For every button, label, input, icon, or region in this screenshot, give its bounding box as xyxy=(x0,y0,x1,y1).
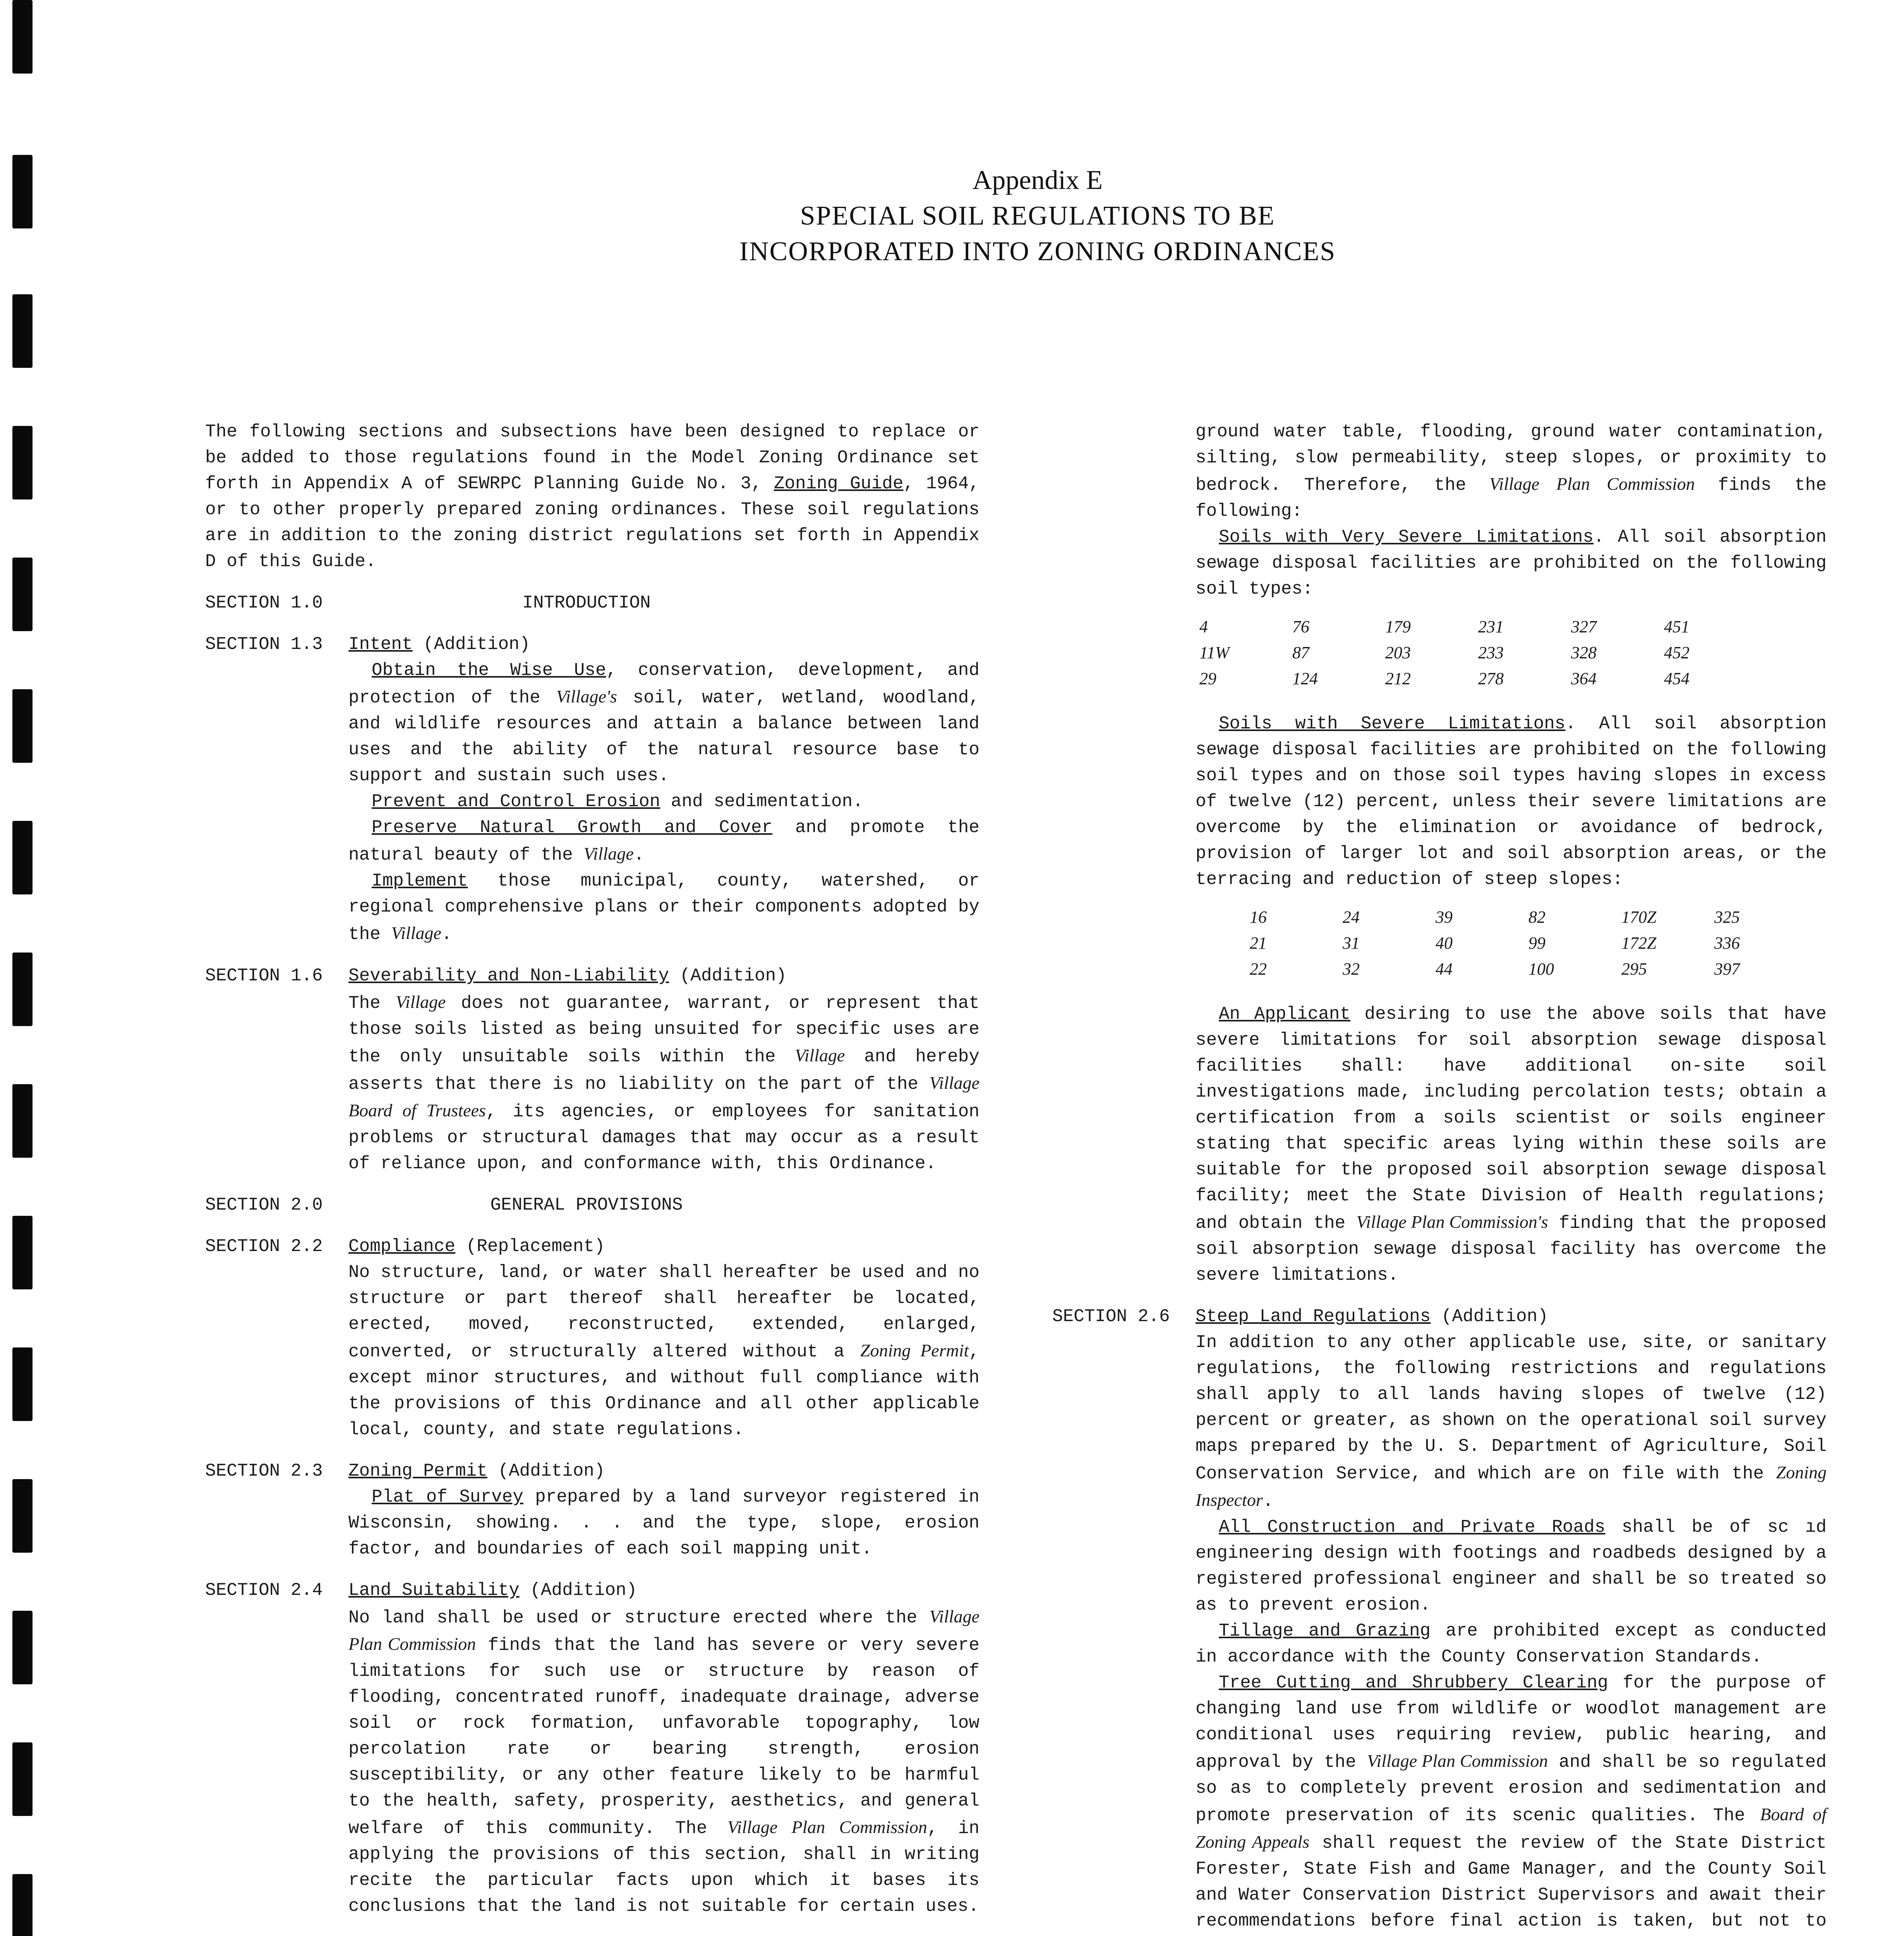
binding-mark xyxy=(12,294,33,368)
section-heading: Land Suitability xyxy=(348,1580,520,1600)
underlined-term: Soils with Severe Limitations xyxy=(1219,714,1566,734)
binding-mark xyxy=(12,1216,33,1289)
text: shall be of sc ıd engineering design with footings and roadbeds designed by a registered professional engineer and shall be so treated so as to prevent erosion. xyxy=(1196,1517,1827,1615)
table-cell: 278 xyxy=(1478,669,1504,688)
section-label: SECTION 2.0 xyxy=(205,1195,323,1215)
section-text xyxy=(348,1603,979,1919)
table-row xyxy=(1250,930,1807,956)
text: The xyxy=(348,993,396,1013)
table-cell: 325 xyxy=(1714,908,1740,927)
text: and sedimentation. xyxy=(660,791,863,812)
text: . xyxy=(633,845,645,865)
text: and promote the natural beauty of the xyxy=(348,817,980,865)
binding-mark xyxy=(12,1347,33,1421)
text: and shall be so regulated so as to completely prevent erosion and sedimentation and promote preservation of its scenic qualities. The xyxy=(1196,1752,1827,1826)
table-cell: 170Z xyxy=(1621,908,1657,927)
section-suffix: (Replacement) xyxy=(455,1236,605,1256)
italic-term: Village Plan Commission xyxy=(1489,474,1695,494)
underlined-term: An Applicant xyxy=(1219,1004,1351,1024)
section-title: INTRODUCTION xyxy=(522,593,651,613)
section-suffix: (Addition) xyxy=(669,966,787,986)
section-label: SECTION 1.6 xyxy=(205,966,323,986)
section-text xyxy=(348,1484,979,1562)
table-cell: 179 xyxy=(1385,617,1411,636)
italic-term: Village's xyxy=(556,687,617,706)
table-cell: 31 xyxy=(1343,934,1360,953)
table-cell: 172Z xyxy=(1621,934,1657,953)
binding-mark xyxy=(12,558,33,631)
section-body xyxy=(1196,1304,1827,1936)
table-cell: 29 xyxy=(1199,669,1216,688)
intent-paragraph xyxy=(348,868,979,947)
table-cell: 76 xyxy=(1292,617,1309,636)
binding-margin-marks xyxy=(12,0,36,1936)
italic-term: Village Plan Commission xyxy=(727,1817,927,1837)
italic-term: Village Plan Commission's xyxy=(1356,1212,1548,1232)
intro-text-end: , 1964, or to other properly prepared zoning ordinances. These soil regulations are in addition to the zoning district regulations set forth in Appendix D of this Guide. xyxy=(205,474,979,572)
section-suffix: (Addition) xyxy=(519,1580,637,1600)
section-label: SECTION 1.3 xyxy=(205,634,323,654)
table-cell: 124 xyxy=(1292,669,1318,688)
title-line-2: INCORPORATED INTO ZONING ORDINANCES xyxy=(739,237,1336,266)
underlined-term: Implement xyxy=(372,871,468,891)
underlined-term: Tree Cutting and Shrubbery Clearing xyxy=(1219,1673,1608,1693)
section-label: SECTION 2.3 xyxy=(205,1461,323,1481)
section-1-6 xyxy=(205,963,979,1177)
title-line-1: SPECIAL SOIL REGULATIONS TO BE xyxy=(800,201,1275,231)
italic-term: Village Plan Commission xyxy=(1367,1751,1548,1771)
italic-term: Village Plan Commission xyxy=(348,1606,979,1654)
text: are prohibited except as conducted in accordance with the County Conservation Standards. xyxy=(1196,1621,1827,1667)
section-2-2 xyxy=(205,1234,979,1443)
zoning-guide-title: Zoning Guide xyxy=(774,474,904,494)
section-suffix: (Addition) xyxy=(412,634,530,654)
section-body xyxy=(348,1577,979,1919)
table-cell: 16 xyxy=(1250,908,1267,927)
text: . All soil absorption sewage disposal facilities are prohibited on the following soil types and on those soil types having slopes in excess of twelve (12) percent, unless their severe limitations are overcome by the elimination or avoidance of bedrock, provision of larger lot and soil absorption areas, or the terracing and reduction of steep slopes: xyxy=(1196,714,1827,889)
italic-term: Village xyxy=(396,992,446,1012)
section-heading: Intent xyxy=(348,634,413,654)
severe-paragraph xyxy=(1196,711,1827,892)
table-cell: 364 xyxy=(1571,669,1597,688)
text: prepared by a land surveyor registered in Wisconsin, showing. . . and the type, slope, erosion factor, and boundaries of each soil mapping unit. xyxy=(348,1487,979,1559)
section-text xyxy=(348,989,979,1177)
table-row xyxy=(1250,956,1807,982)
underlined-term: Preserve Natural Growth and Cover xyxy=(372,817,773,838)
intent-paragraph xyxy=(348,789,979,815)
table-cell: 231 xyxy=(1478,617,1504,636)
text: and hereby asserts that there is no liability on the part of the xyxy=(348,1047,979,1094)
right-column xyxy=(1052,419,1827,1936)
severe-soils-table xyxy=(1250,904,1807,982)
intent-paragraph xyxy=(348,815,979,868)
text: , its agencies, or employees for sanitation problems or structural damages that may occur as a result of reliance upon, and conformance with, this Ordinance. xyxy=(348,1102,979,1174)
table-row xyxy=(1199,614,1757,640)
binding-mark xyxy=(12,1742,33,1816)
underlined-term: Plat of Survey xyxy=(372,1487,523,1507)
table-cell: 39 xyxy=(1436,908,1453,927)
text: soil, water, wetland, woodland, and wildlife resources and attain a balance between land uses and the ability of the natural resource base to support and sustain such uses. xyxy=(348,688,979,786)
table-cell: 44 xyxy=(1436,959,1453,978)
section-label: SECTION 1.0 xyxy=(205,593,323,613)
table-cell: 454 xyxy=(1664,669,1690,688)
section-1-3 xyxy=(205,632,979,947)
table-cell: 87 xyxy=(1292,643,1309,662)
text: No structure, land, or water shall hereafter be used and no structure or part thereof shall hereafter be located, erected, moved, reconstructed, extended, enlarged, converted, or structurally altered without a xyxy=(348,1262,979,1362)
section-1-0 xyxy=(205,590,979,616)
section-suffix: (Addition) xyxy=(1431,1306,1548,1327)
section-text xyxy=(348,1260,979,1443)
binding-mark xyxy=(12,953,33,1026)
table-cell: 336 xyxy=(1714,934,1740,953)
binding-mark xyxy=(12,1084,33,1158)
binding-mark xyxy=(12,1479,33,1553)
table-cell: 22 xyxy=(1250,959,1267,978)
table-cell: 32 xyxy=(1343,959,1360,978)
section-label: SECTION 2.2 xyxy=(205,1236,323,1256)
underlined-term: Soils with Very Severe Limitations xyxy=(1219,527,1594,547)
table-cell: 451 xyxy=(1664,617,1690,636)
table-cell: 24 xyxy=(1343,908,1360,927)
text: In addition to any other applicable use, site, or sanitary regulations, the following restrictions and regulations shall apply to all lands having slopes of twelve (12) percent or greater, as shown on the operational soil survey maps prepared by the U. S. Department of Agriculture, Soil Conservation Service, and which are on file with the xyxy=(1196,1332,1827,1484)
text: finds the following: xyxy=(1196,475,1827,521)
text: , except minor structures, and without full compliance with the provisions of this Ordinance and all other applicable local, county, and state regulations. xyxy=(348,1342,980,1440)
table-cell: 328 xyxy=(1571,643,1597,662)
continuation-text xyxy=(1196,419,1827,524)
italic-term: Village xyxy=(795,1045,845,1065)
table-cell: 452 xyxy=(1664,643,1690,662)
table-row xyxy=(1199,640,1757,666)
text: does not guarantee, warrant, or represent that those soils listed as being unsuited for specific uses are the only unsuitable soils within the xyxy=(348,993,979,1067)
table-cell: 100 xyxy=(1528,959,1554,978)
section-label: SECTION 2.4 xyxy=(205,1580,323,1600)
text: for the purpose of changing land use from wildlife or woodlot management are conditional uses requiring review, public hearing, and approval by the xyxy=(1196,1673,1827,1772)
section-title: GENERAL PROVISIONS xyxy=(490,1195,683,1215)
table-row xyxy=(1199,666,1757,692)
left-column xyxy=(205,419,979,1936)
table-cell: 82 xyxy=(1528,908,1545,927)
binding-mark xyxy=(12,0,33,74)
text: No land shall be used or structure erected where the xyxy=(348,1608,930,1628)
text: desiring to use the above soils that have severe limitations for soil absorption sewage disposal facilities shall: have additional on-site soil investigations made, including percolation tests; obtain a certification from a soils scientist or soils engineer stating that specific areas lying within these soils are suitable for the proposed soil absorption sewage disposal facility; meet the State Division of Health regulations; and obtain the xyxy=(1196,1004,1827,1233)
text: . xyxy=(1262,1491,1274,1511)
italic-term: Village Board of Trustees xyxy=(348,1073,979,1120)
italic-term: Village xyxy=(583,844,634,863)
underlined-term: All Construction and Private Roads xyxy=(1219,1517,1606,1537)
underlined-term: Prevent and Control Erosion xyxy=(372,791,660,812)
text: finding that the proposed soil absorption sewage disposal facility has overcome the severe limitations. xyxy=(1196,1213,1827,1285)
underlined-term: Tillage and Grazing xyxy=(1219,1621,1431,1641)
section-2-4 xyxy=(205,1577,979,1919)
italic-term: Zoning Inspector xyxy=(1196,1462,1827,1510)
section-label: SECTION 2.6 xyxy=(1052,1306,1170,1327)
section-body xyxy=(348,963,979,1177)
text: those municipal, county, watershed, or regional comprehensive plans or their components adopted by the xyxy=(348,871,979,944)
underlined-term: Obtain the Wise Use xyxy=(372,660,606,680)
section-heading: Steep Land Regulations xyxy=(1196,1306,1431,1327)
section-2-0 xyxy=(205,1192,979,1218)
very-severe-paragraph xyxy=(1196,524,1827,602)
table-cell: 11W xyxy=(1199,643,1230,662)
intro-text: The following sections and subsections have been designed to replace or be added to those regulations found in the Model Zoning Ordinance set forth in Appendix A of SEWRPC Planning Guide No. 3, xyxy=(205,422,979,494)
appendix-label: Appendix E xyxy=(972,165,1103,195)
very-severe-soils-table xyxy=(1199,614,1757,692)
intent-paragraph xyxy=(348,657,979,789)
table-cell: 203 xyxy=(1385,643,1411,662)
steep-land-paragraph xyxy=(1196,1618,1827,1670)
section-2-3 xyxy=(205,1458,979,1562)
binding-mark xyxy=(12,1874,33,1936)
binding-mark xyxy=(12,155,33,228)
section-2-6 xyxy=(1052,1304,1827,1936)
text: shall request the review of the State District Forester, State Fish and Game Manager, and the County Soil and Water Conservation District Supervisors and await their recommendations before final action is taken, but not to xyxy=(1196,1833,1827,1931)
italic-term: Village xyxy=(391,923,441,943)
table-cell: 212 xyxy=(1385,669,1411,688)
text: , conservation, development, and protection of the xyxy=(348,660,979,708)
table-row xyxy=(1250,904,1807,930)
page-header xyxy=(534,163,1541,269)
text: . xyxy=(441,924,452,944)
table-cell: 99 xyxy=(1528,934,1545,953)
section-text xyxy=(1196,1330,1827,1514)
section-body xyxy=(348,632,979,947)
table-cell: 4 xyxy=(1199,617,1208,636)
section-body xyxy=(348,1234,979,1443)
steep-land-paragraph xyxy=(1196,1514,1827,1618)
binding-mark xyxy=(12,689,33,763)
section-heading: Severability and Non-Liability xyxy=(348,966,669,986)
table-cell: 233 xyxy=(1478,643,1504,662)
section-heading: Zoning Permit xyxy=(348,1461,487,1481)
steep-land-paragraph xyxy=(1196,1670,1827,1936)
table-cell: 295 xyxy=(1621,959,1647,978)
sanitary-continuation xyxy=(1196,419,1827,1288)
text: finds that the land has severe or very severe limitations for such use or structure by reason of flooding, concentrated runoff, inadequate drainage, adverse soil or rock formation, unfavorable topography, low percolation rate or bearing strength, erosion susceptibility, or any other feature likely to be harmful to the health, safety, prosperity, aesthetics, and general welfare of this community. The xyxy=(348,1635,979,1838)
table-cell: 327 xyxy=(1571,617,1597,636)
section-heading: Compliance xyxy=(348,1236,456,1256)
applicant-paragraph xyxy=(1196,1001,1827,1288)
text: . All soil absorption sewage disposal facilities are prohibited on the following soil types: xyxy=(1196,527,1827,599)
section-suffix: (Addition) xyxy=(487,1461,605,1481)
binding-mark xyxy=(12,426,33,499)
binding-mark xyxy=(12,821,33,894)
intro-paragraph xyxy=(205,419,979,575)
text: , in applying the provisions of this section, shall in writing recite the particular facts upon which it bases its conclusions that the land is not suitable for certain uses. xyxy=(348,1818,979,1916)
table-cell: 40 xyxy=(1436,934,1453,953)
table-cell: 21 xyxy=(1250,934,1267,953)
italic-term: Zoning Permit xyxy=(860,1340,969,1360)
binding-mark xyxy=(12,1611,33,1684)
table-cell: 397 xyxy=(1714,959,1740,978)
text: ground water table, flooding, ground water contamination, silting, slow permeability, steep slopes, or proximity to bedrock. Therefore, the xyxy=(1196,422,1827,495)
italic-term: Board of Zoning Appeals xyxy=(1196,1804,1827,1852)
section-body xyxy=(348,1458,979,1562)
